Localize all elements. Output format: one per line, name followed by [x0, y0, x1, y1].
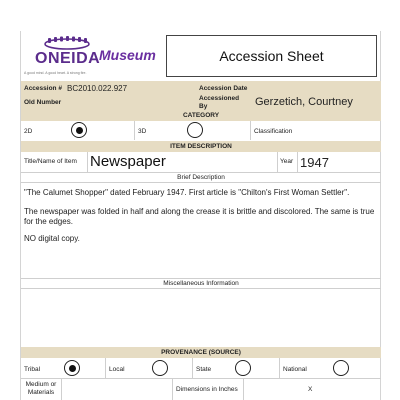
accession-number-label: Accession # [24, 85, 62, 92]
item-description-header: ITEM DESCRIPTION [170, 143, 232, 150]
logo-tagline: A good mind. A good heart. A strong fire. [24, 71, 87, 75]
accessioned-by-label: Accessioned By [199, 95, 240, 110]
accession-sheet [20, 31, 381, 400]
category-header: CATEGORY [182, 112, 220, 119]
accessioned-by-field[interactable]: Gerzetich, Courtney [255, 96, 353, 108]
year-label: Year [280, 158, 294, 165]
accession-number-field[interactable]: BC2010.022.927 [67, 84, 128, 93]
provenance-national-radio[interactable] [333, 360, 349, 376]
dimensions-label: Dimensions in Inches [176, 386, 238, 393]
provenance-local-label: Local [109, 366, 125, 373]
oneida-logo [21, 31, 165, 81]
accession-date-label: Accession Date [199, 85, 248, 92]
provenance-local-radio[interactable] [152, 360, 168, 376]
misc-information-label: Miscellaneous Information [163, 280, 239, 287]
logo-emblem-icon [42, 36, 92, 50]
dimensions-separator: X [308, 386, 313, 393]
logo-wordmark: ONEIDA [35, 50, 101, 67]
provenance-header: PROVENANCE (SOURCE) [161, 349, 241, 356]
provenance-tribal-label: Tribal [24, 366, 41, 373]
classification-label: Classification [254, 128, 293, 135]
old-number-label: Old Number [24, 99, 62, 106]
page-title: Accession Sheet [166, 35, 377, 77]
brief-description-paragraph-1[interactable]: "The Calumet Shopper" dated February 1947. First article is "Chilton's First Woman Settler". [24, 188, 350, 197]
medium-materials-field[interactable] [62, 379, 172, 399]
title-name-label: Title/Name of Item [24, 158, 77, 165]
title-name-field[interactable]: Newspaper [90, 153, 166, 170]
category-3d-label: 3D [138, 128, 147, 135]
provenance-state-label: State [196, 366, 212, 373]
category-2d-radio[interactable] [71, 122, 87, 138]
year-field[interactable]: 1947 [300, 155, 329, 170]
provenance-national-label: National [283, 366, 307, 373]
provenance-tribal-radio[interactable] [64, 360, 80, 376]
museum-label: Museum [99, 47, 156, 63]
brief-description-label: Brief Description [177, 174, 225, 181]
provenance-state-radio[interactable] [235, 360, 251, 376]
misc-information-field[interactable] [21, 289, 381, 347]
brief-description-paragraph-3[interactable]: NO digital copy. [24, 234, 80, 243]
category-2d-label: 2D [24, 128, 33, 135]
medium-materials-label: Medium or Materials [25, 381, 57, 396]
brief-description-paragraph-2[interactable]: The newspaper was folded in half and along the crease it is brittle and discolored. The same is true for the edges. [24, 207, 375, 226]
category-3d-radio[interactable] [187, 122, 203, 138]
